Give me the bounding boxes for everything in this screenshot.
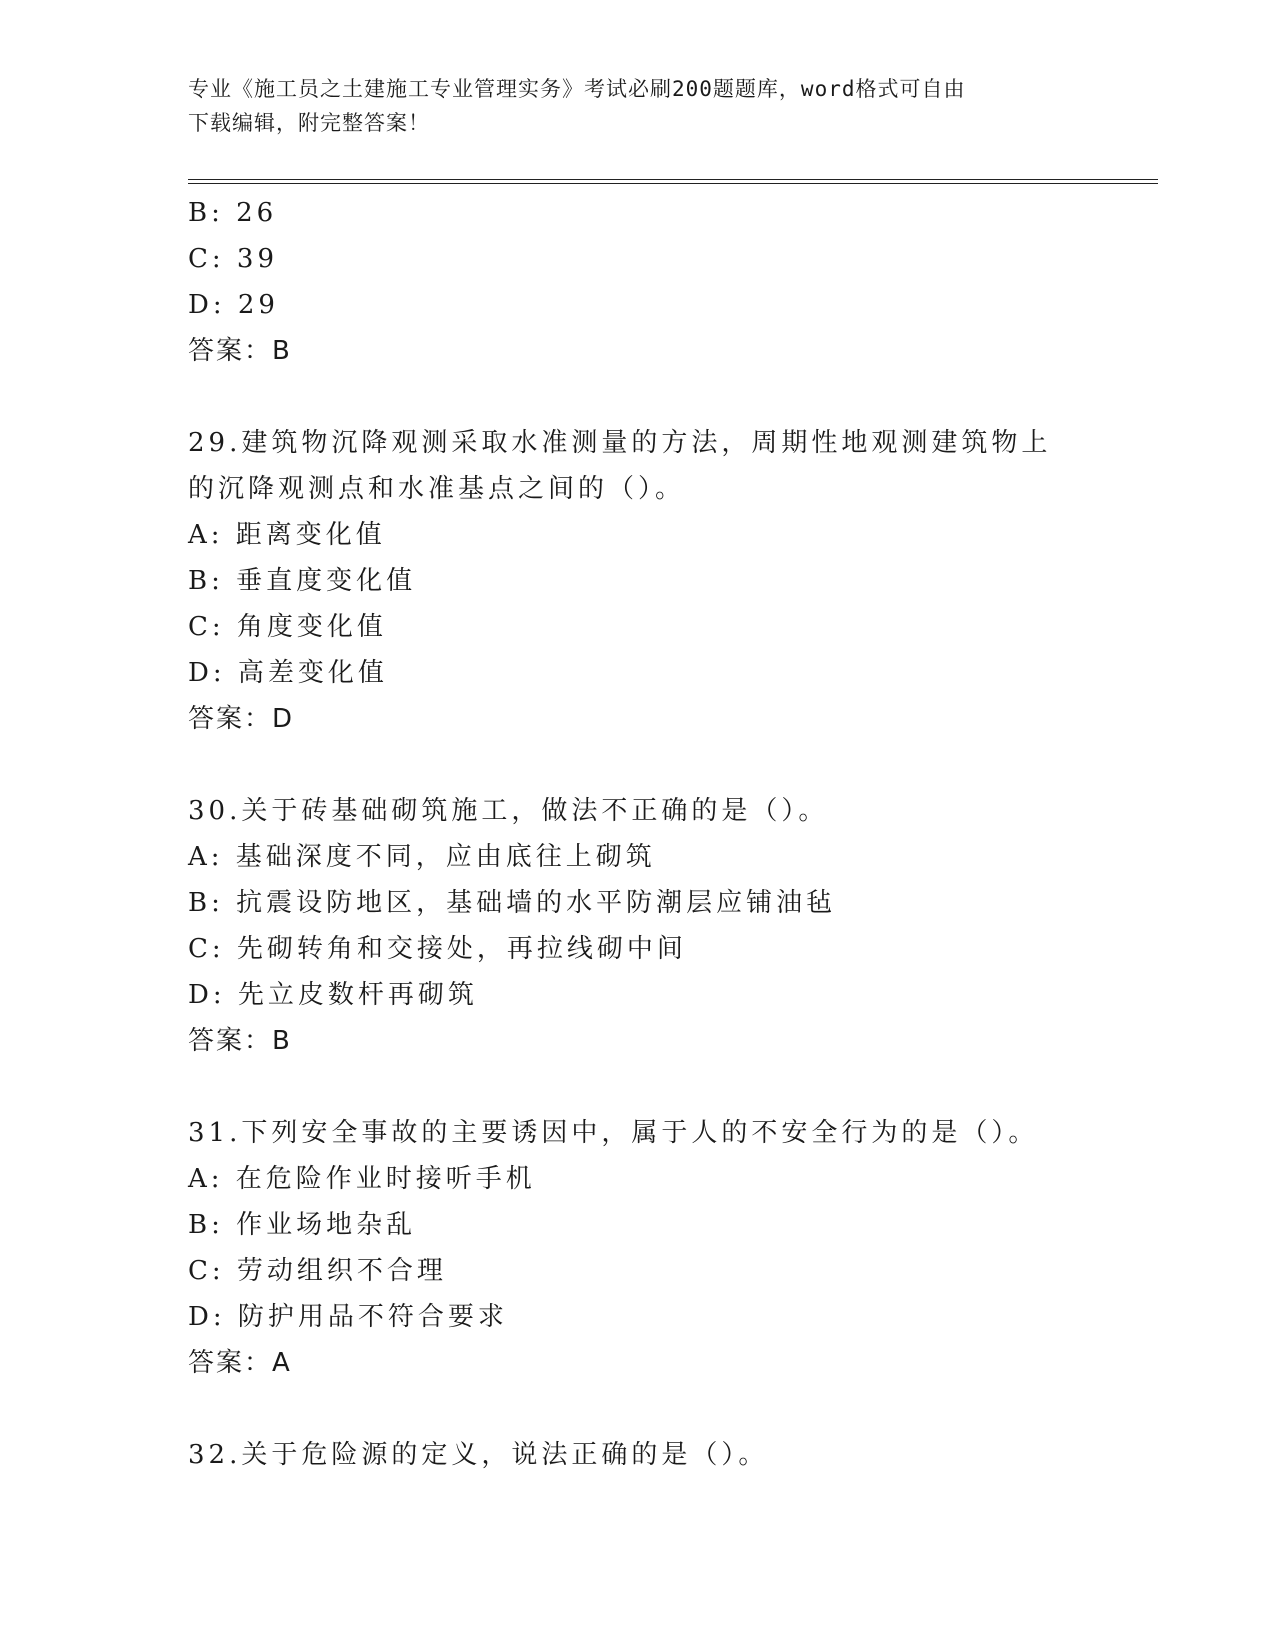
question-stem: 31.下列安全事故的主要诱因中，属于人的不安全行为的是（）。	[188, 1118, 1039, 1148]
prev-question-block	[188, 190, 1108, 374]
header-rule-top	[188, 179, 1158, 180]
option-b: B: 26	[188, 198, 278, 228]
option-d: D: 先立皮数杆再砌筑	[188, 980, 478, 1010]
option-a: A: 距离变化值	[188, 520, 386, 550]
document-body	[188, 190, 1108, 1478]
answer-line: 答案：D	[188, 704, 295, 734]
question-31	[188, 1110, 1108, 1386]
option-c: C: 角度变化值	[188, 612, 387, 642]
answer-line: 答案：B	[188, 1026, 292, 1056]
question-stem: 29.建筑物沉降观测采取水准测量的方法，周期性地观测建筑物上的沉降观测点和水准基点之间的（）。	[188, 428, 1052, 504]
option-d: D: 29	[188, 290, 279, 320]
option-b: B: 抗震设防地区，基础墙的水平防潮层应铺油毡	[188, 888, 837, 918]
question-29	[188, 420, 1108, 742]
option-c: C: 先砌转角和交接处，再拉线砌中间	[188, 934, 687, 964]
option-c: C: 39	[188, 244, 279, 274]
option-c: C: 劳动组织不合理	[188, 1256, 447, 1286]
document-header	[188, 72, 1088, 140]
option-a: A: 基础深度不同，应由底往上砌筑	[188, 842, 656, 872]
question-30	[188, 788, 1108, 1064]
option-b: B: 作业场地杂乱	[188, 1210, 417, 1240]
answer-line: 答案：A	[188, 1348, 292, 1378]
question-stem: 30.关于砖基础砌筑施工，做法不正确的是（）。	[188, 796, 829, 826]
option-d: D: 防护用品不符合要求	[188, 1302, 508, 1332]
header-line-2: 下载编辑，附完整答案！	[188, 111, 430, 135]
answer-line: 答案：B	[188, 336, 292, 366]
question-32	[188, 1432, 1108, 1478]
question-stem: 32.关于危险源的定义，说法正确的是（）。	[188, 1440, 769, 1470]
option-b: B: 垂直度变化值	[188, 566, 417, 596]
option-d: D: 高差变化值	[188, 658, 388, 688]
header-line-1: 专业《施工员之土建施工专业管理实务》考试必刷200题题库，word格式可自由	[188, 77, 966, 101]
header-rule-bottom	[188, 183, 1158, 184]
option-a: A: 在危险作业时接听手机	[188, 1164, 536, 1194]
